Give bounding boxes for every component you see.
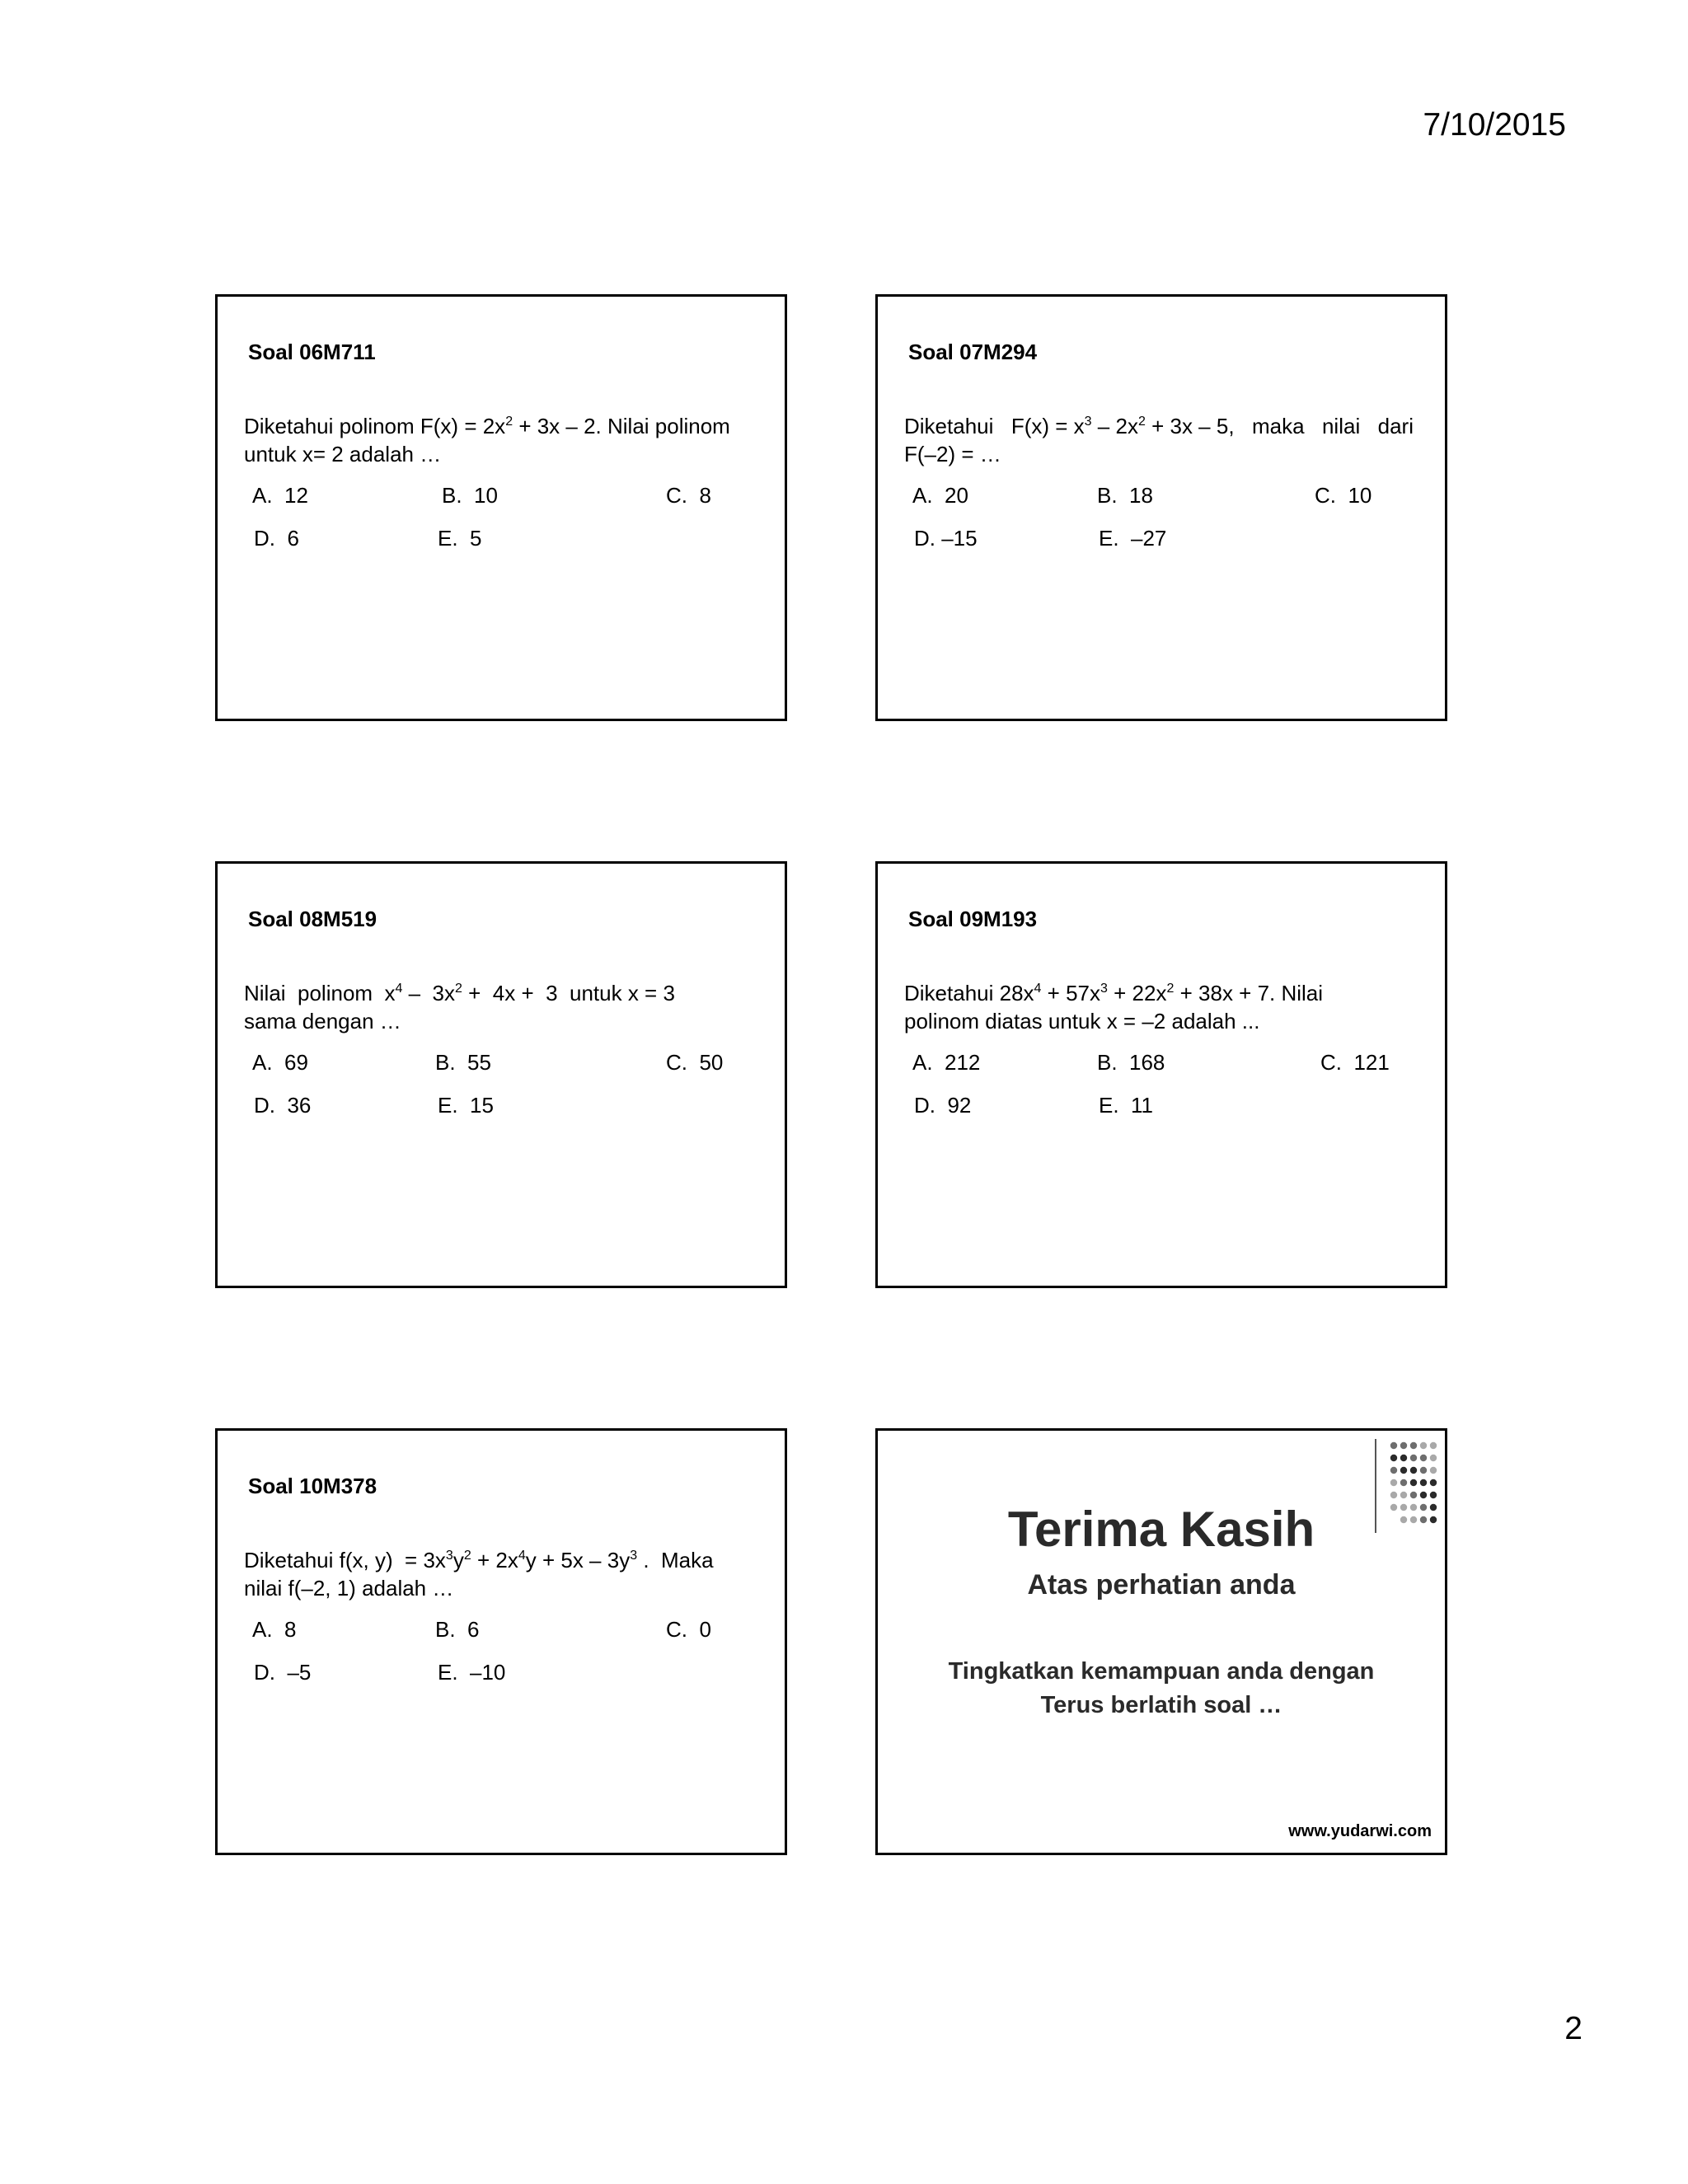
question-part: Diketahui polinom F(x) = 2x (244, 414, 506, 438)
closing-subtitle: Atas perhatian anda (1027, 1569, 1296, 1601)
question-line: nilai f(–2, 1) adalah … (244, 1576, 454, 1601)
option-c: C. 121 (1320, 1050, 1390, 1075)
option-d: D. 92 (914, 1093, 972, 1118)
question-part: – 3x (402, 981, 456, 1005)
question-part: – 2x (1091, 414, 1138, 438)
closing-message-line2: Terus berlatih soal … (1040, 1692, 1282, 1718)
question-line: sama dengan … (244, 1009, 401, 1033)
question-line: polinom diatas untuk x = –2 adalah ... (904, 1009, 1260, 1033)
question-part: Diketahui (904, 414, 994, 438)
question-part: Diketahui f(x, y) = 3x (244, 1548, 446, 1572)
question-part: + 4x + 3 untuk x = 3 (462, 981, 675, 1005)
option-e: E. 11 (1099, 1093, 1154, 1118)
option-e: E. –10 (438, 1660, 506, 1685)
option-e: E. 15 (438, 1093, 494, 1118)
page-date: 7/10/2015 (1423, 107, 1566, 143)
exponent: 2 (505, 415, 513, 429)
options-row (252, 483, 763, 511)
option-b: B. 10 (442, 483, 498, 508)
option-a: A. 12 (252, 483, 308, 508)
slide-soal-08m519 (215, 861, 787, 1288)
option-a: A. 212 (912, 1050, 981, 1075)
option-c: C. 0 (666, 1617, 711, 1642)
slide-title: Soal 07M294 (908, 340, 1038, 364)
exponent: 3 (1100, 982, 1108, 996)
question-text (904, 979, 1423, 1035)
page-number: 2 (1564, 2011, 1582, 2046)
question-part (1011, 412, 1235, 440)
options-row (912, 483, 1423, 511)
exponent: 4 (518, 1549, 526, 1563)
slide-soal-07m294 (875, 294, 1447, 721)
option-c: C. 50 (666, 1050, 724, 1075)
question-text (904, 412, 1414, 468)
question-part: + 3x – 5, (1145, 414, 1235, 438)
exponent: 2 (1166, 982, 1175, 996)
option-a: A. 20 (912, 483, 968, 508)
options-row (252, 1093, 763, 1121)
exponent: 3 (1084, 415, 1092, 429)
option-b: B. 18 (1097, 483, 1153, 508)
closing-title: Terima Kasih (1007, 1502, 1315, 1557)
options-row (912, 526, 1423, 554)
options-row (252, 1617, 763, 1645)
question-part: nilai (1321, 414, 1361, 438)
option-b: B. 168 (1097, 1050, 1165, 1075)
option-d: D. –5 (254, 1660, 312, 1685)
option-e: E. 5 (438, 526, 482, 551)
question-part: F(x) = x (1010, 414, 1085, 438)
question-part: + 57x (1041, 981, 1101, 1005)
option-e: E. –27 (1099, 526, 1167, 551)
exponent: 3 (445, 1549, 453, 1563)
question-part: Nilai polinom x (244, 981, 396, 1005)
question-part: dari (1377, 414, 1414, 438)
question-text (244, 979, 763, 1035)
options-row (252, 1050, 763, 1078)
slide-title: Soal 09M193 (908, 907, 1038, 931)
exponent: 2 (463, 1549, 471, 1563)
slide-soal-06m711 (215, 294, 787, 721)
question-part: y + 5x – 3y (525, 1548, 631, 1572)
options-row (252, 526, 763, 554)
option-d: D. –15 (914, 526, 978, 551)
option-d: D. 36 (254, 1093, 312, 1118)
option-a: A. 8 (252, 1617, 297, 1642)
question-part: + 22x (1107, 981, 1167, 1005)
question-text (244, 1546, 763, 1602)
question-part: maka (1251, 414, 1305, 438)
options-row (912, 1093, 1423, 1121)
option-b: B. 6 (435, 1617, 480, 1642)
slide-title: Soal 06M711 (248, 340, 376, 364)
option-c: C. 8 (666, 483, 711, 508)
slide-title: Soal 10M378 (248, 1474, 377, 1498)
options-row (252, 1660, 763, 1688)
slide-soal-10m378 (215, 1428, 787, 1855)
slide-terima-kasih (875, 1428, 1447, 1855)
exponent: 4 (395, 982, 403, 996)
option-b: B. 55 (435, 1050, 491, 1075)
exponent: 3 (630, 1549, 638, 1563)
exponent: 2 (455, 982, 462, 996)
option-d: D. 6 (254, 526, 299, 551)
slide-soal-09m193 (875, 861, 1447, 1288)
question-part: + 3x – 2. Nilai polinom (513, 414, 730, 438)
question-line: untuk x= 2 adalah … (244, 442, 442, 466)
exponent: 2 (1137, 415, 1146, 429)
option-a: A. 69 (252, 1050, 308, 1075)
question-part: Diketahui 28x (904, 981, 1034, 1005)
option-c: C. 10 (1315, 483, 1372, 508)
question-text (244, 412, 763, 468)
question-part: y (452, 1548, 464, 1572)
question-part: + 2x (471, 1548, 518, 1572)
website-link[interactable]: www.yudarwi.com (1288, 1822, 1432, 1840)
question-part: . Maka (637, 1548, 714, 1572)
question-part: + 38x + 7. Nilai (1174, 981, 1324, 1005)
slide-title: Soal 08M519 (248, 907, 377, 931)
closing-message-line1: Tingkatkan kemampuan anda dengan (948, 1658, 1375, 1685)
options-row (912, 1050, 1423, 1078)
question-line: F(–2) = … (904, 442, 1001, 466)
exponent: 4 (1034, 982, 1042, 996)
